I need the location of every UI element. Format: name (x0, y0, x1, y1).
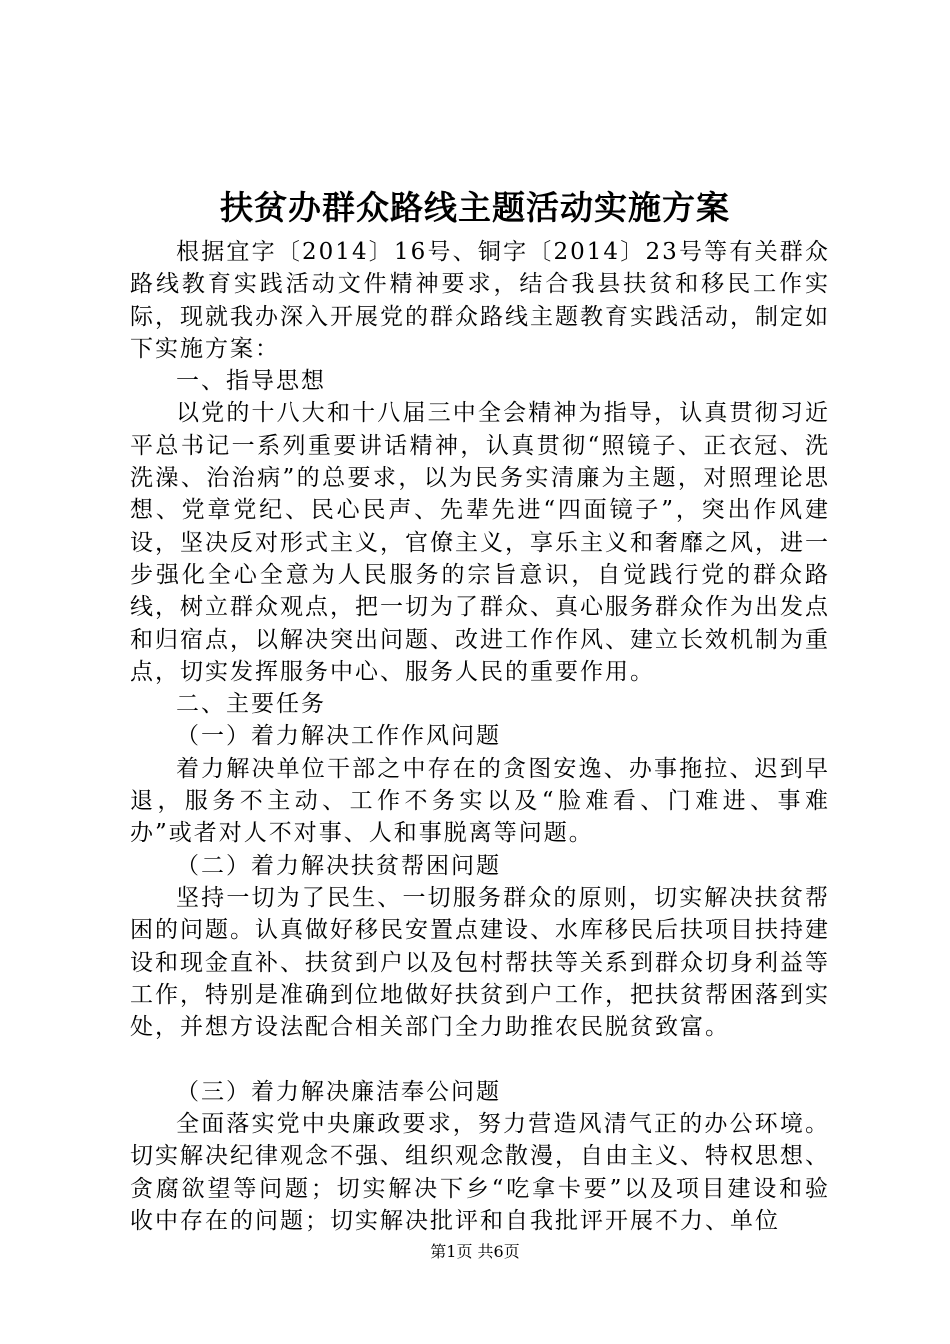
document-title: 扶贫办群众路线主题活动实施方案 (220, 188, 730, 227)
document-body (130, 236, 830, 1237)
subsection-heading-work-style: （一）着力解决工作作风问题 (176, 723, 501, 750)
paragraph-integrity: 全面落实党中央廉政要求，努力营造风清气正的办公环境。切实解决纪律观念不强、组织观念散漫，自由主义、特权思想、贪腐欲望等问题；切实解决下乡“吃拿卡要”以及项目建设和验收中存在的问题；切实解决批评和自我批评开展不力、单位 (130, 1111, 830, 1234)
subsection-heading-integrity: （三）着力解决廉洁奉公问题 (176, 1078, 501, 1105)
page-footer: 第1页 共6页 (430, 1242, 520, 1261)
paragraph-guiding-ideology: 以党的十八大和十八届三中全会精神为指导，认真贯彻习近平总书记一系列重要讲话精神，认真贯彻“照镜子、正衣冠、洗洗澡、治治病”的总要求，以为民务实清廉为主题，对照理论思想、党章党纪、民心民声、先辈先进“四面镜子”，突出作风建设，坚决反对形式主义，官僚主义，享乐主义和奢靡之风，进一步强化全心全意为人民服务的宗旨意识，自觉践行党的群众路线，树立群众观点，把一切为了群众、真心服务群众作为出发点和归宿点，以解决突出问题、改进工作作风、建立长效机制为重点，切实发挥服务中心、服务人民的重要作用。 (130, 400, 830, 685)
section-heading-guiding-ideology: 一、指导思想 (176, 368, 326, 395)
section-heading-main-tasks: 二、主要任务 (176, 691, 326, 718)
paragraph-poverty-relief: 坚持一切为了民生、一切服务群众的原则，切实解决扶贫帮困的问题。认真做好移民安置点建设、水库移民后扶项目扶持建设和现金直补、扶贫到户以及包村帮扶等关系到群众切身利益等工作，特别是准确到位地做好扶贫到户工作，把扶贫帮困落到实处，并想方设法配合相关部门全力助推农民脱贫致富。 (130, 884, 830, 1041)
paragraph-intro: 根据宜字〔2014〕16号、铜字〔2014〕23号等有关群众路线教育实践活动文件精神要求，结合我县扶贫和移民工作实际，现就我办深入开展党的群众路线主题教育实践活动，制定如下实施方案： (130, 239, 830, 362)
paragraph-work-style: 着力解决单位干部之中存在的贪图安逸、办事拖拉、迟到早退，服务不主动、工作不务实以及“脸难看、门难进、事难办”或者对人不对事、人和事脱离等问题。 (130, 755, 830, 847)
blank-line (130, 1043, 830, 1075)
subsection-heading-poverty-relief: （二）着力解决扶贫帮困问题 (176, 852, 501, 879)
